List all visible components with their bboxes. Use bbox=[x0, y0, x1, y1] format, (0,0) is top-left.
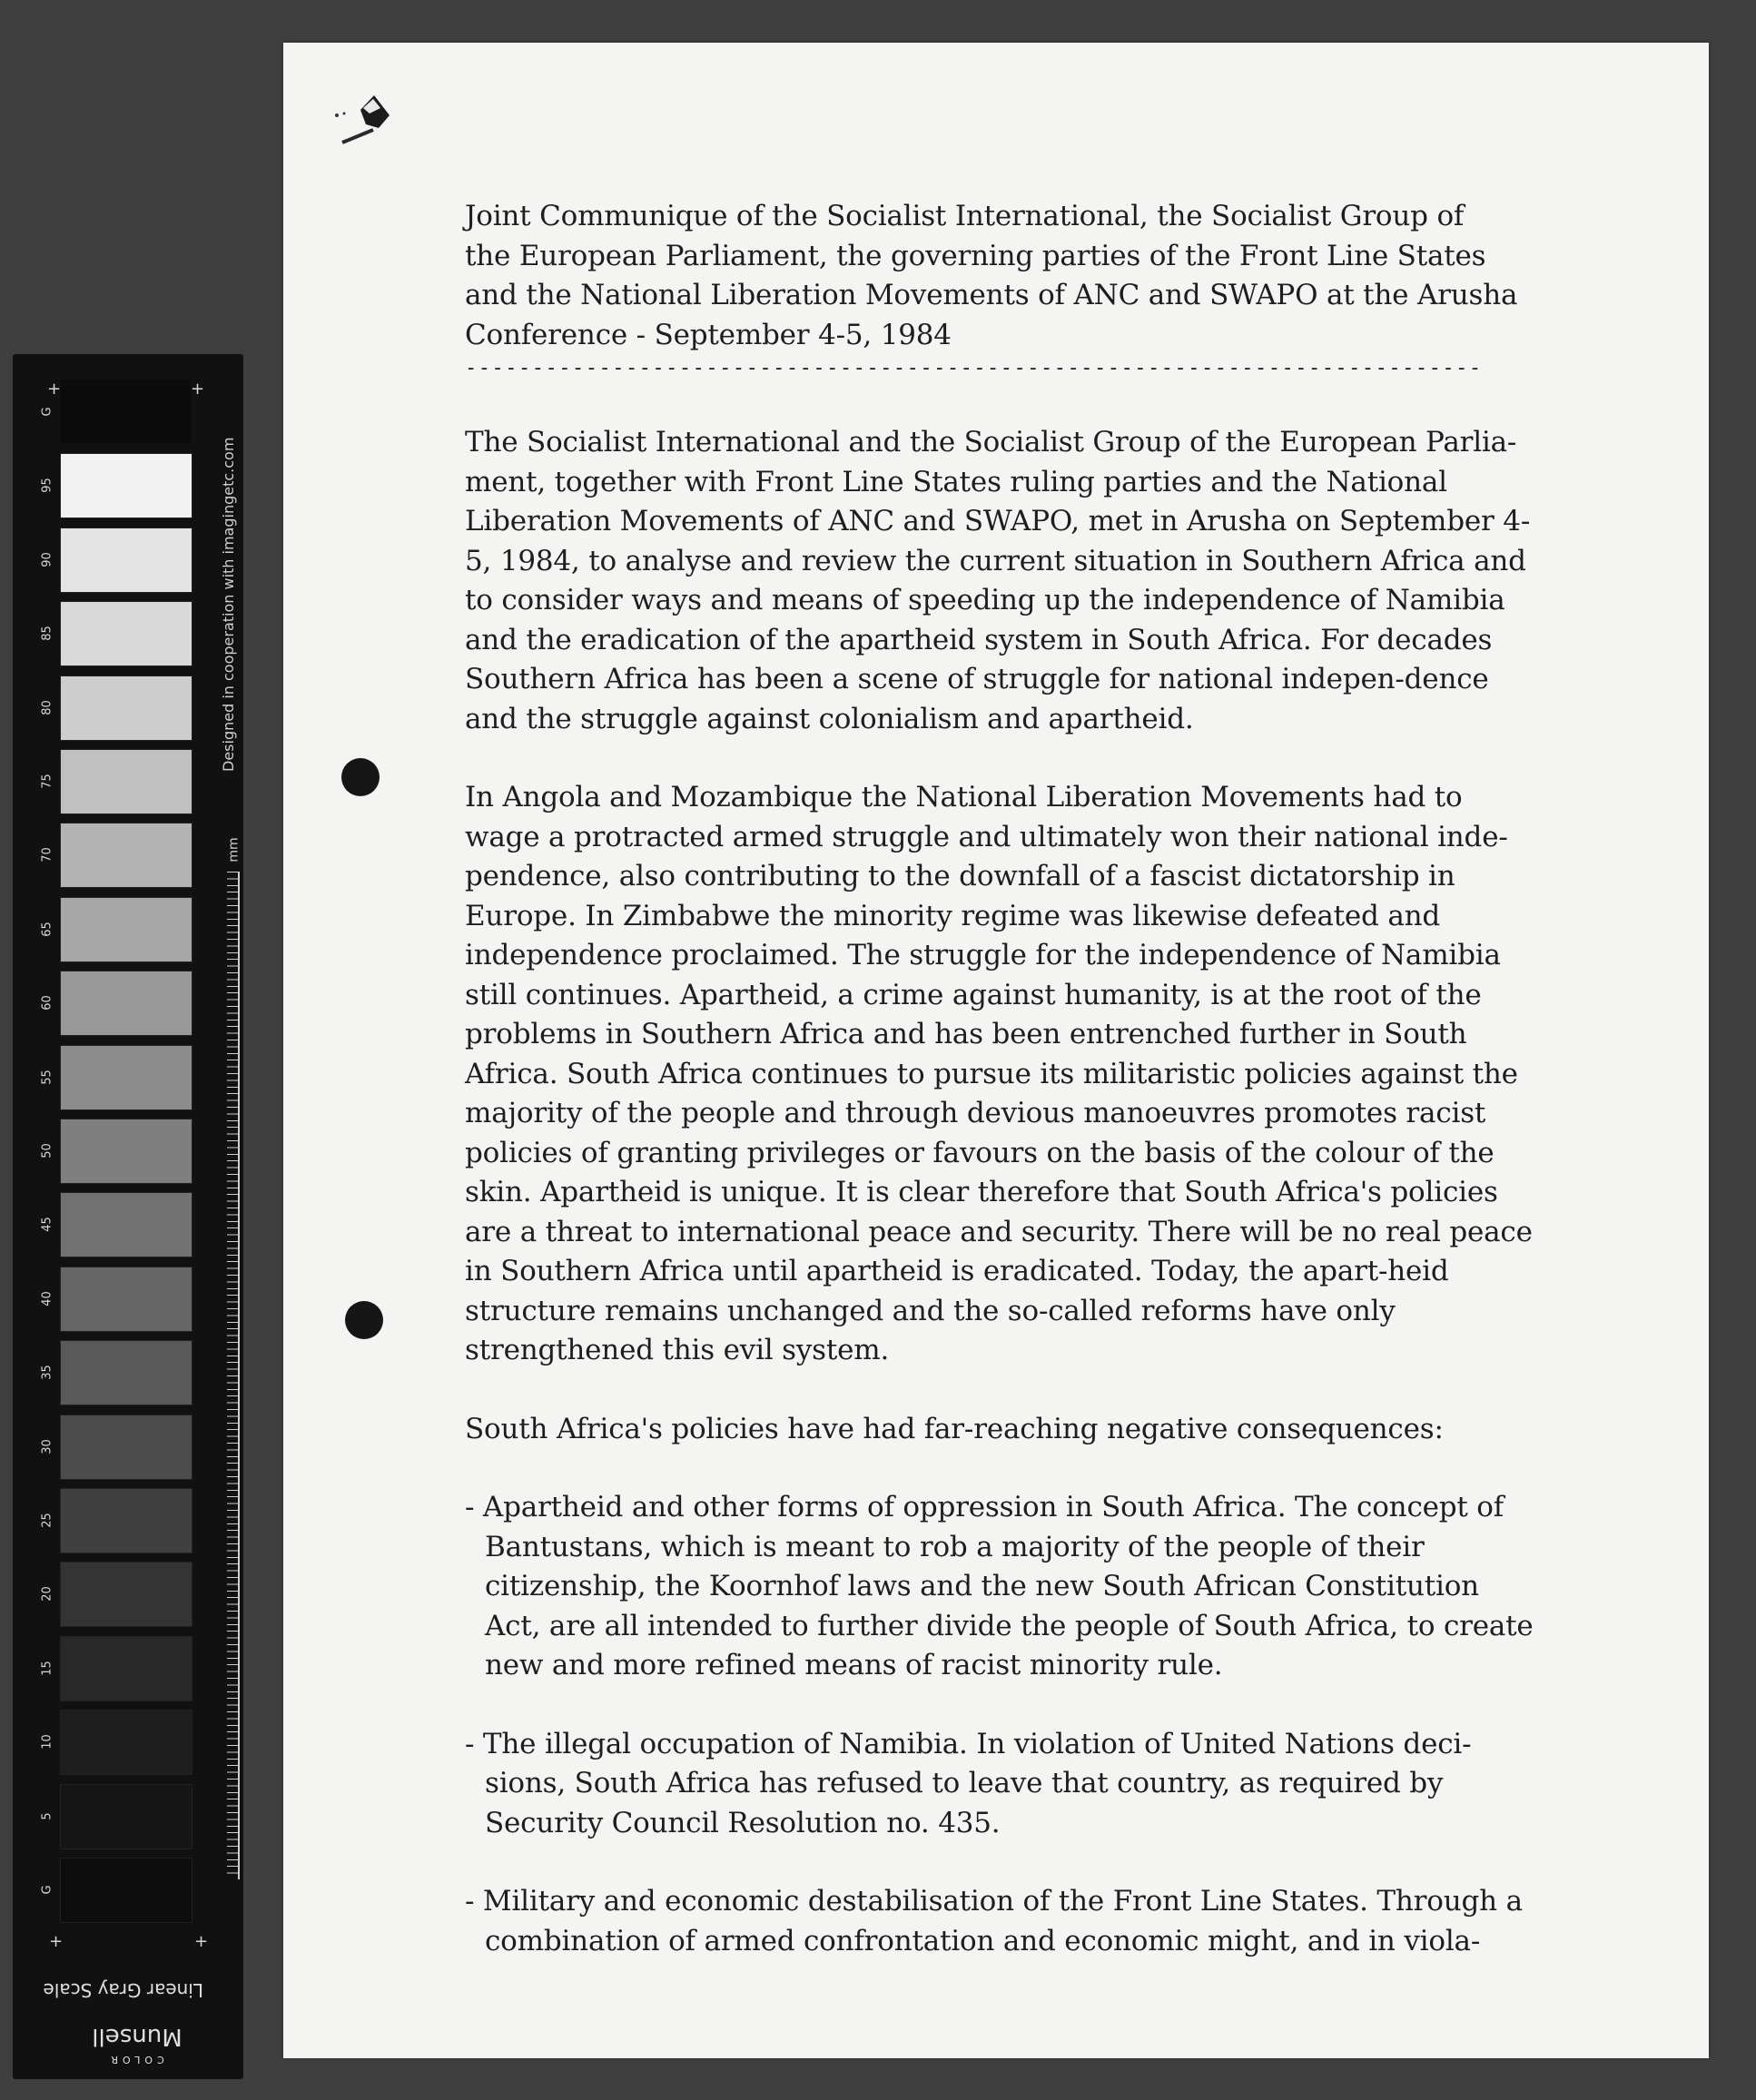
scale-tick-label: 70 bbox=[40, 847, 54, 863]
gray-swatch bbox=[60, 971, 192, 1036]
gray-swatch bbox=[60, 1045, 192, 1110]
gray-swatch bbox=[60, 1192, 192, 1257]
plus-mark: + bbox=[49, 1932, 64, 1951]
gray-swatch bbox=[60, 675, 192, 741]
gray-swatch bbox=[60, 823, 192, 888]
scale-credit: Designed in cooperation with imagingetc.com bbox=[220, 437, 237, 772]
punch-hole bbox=[341, 758, 380, 796]
scale-tick-label: 10 bbox=[40, 1734, 54, 1750]
gray-swatch bbox=[60, 380, 191, 443]
scale-tick-label: 55 bbox=[40, 1069, 54, 1085]
scale-tick-label: 90 bbox=[40, 552, 54, 567]
paper-sheet bbox=[283, 43, 1709, 2058]
gray-swatch bbox=[60, 1710, 192, 1775]
gray-scale-strip bbox=[13, 354, 243, 2079]
gray-swatch bbox=[60, 1119, 192, 1184]
scale-tick-label: 20 bbox=[40, 1586, 54, 1602]
bullet-item: - Apartheid and other forms of oppression in South Africa. The concept of Bantustans, which is meant to rob a majority of the people of their citizenship, the Koornhof laws and the new South African Constitution Act, are all intended to further divide the people of South Africa, to create new and more refined means of racist minority rule. bbox=[465, 1491, 1534, 1681]
gray-swatch bbox=[60, 1415, 192, 1480]
scale-tick-label: 60 bbox=[40, 995, 54, 1011]
scale-tick-label: 25 bbox=[40, 1513, 54, 1528]
plus-mark: + bbox=[47, 380, 62, 399]
ruler-edge bbox=[238, 872, 240, 1879]
scale-unit: mm bbox=[226, 837, 242, 863]
gray-swatch bbox=[60, 749, 192, 814]
plus-mark: + bbox=[191, 380, 205, 399]
gray-swatch bbox=[60, 1858, 192, 1923]
gray-swatch bbox=[60, 1340, 192, 1405]
staple-tear-icon bbox=[333, 88, 406, 152]
scale-tick-label: 35 bbox=[40, 1365, 54, 1380]
paragraph: The Socialist International and the Socialist Group of the European Parlia-ment, together with Front Line States ruling parties and the National Liberation Movements of ANC and SWAPO, met in Arusha on September 4-5, 1984, to analyse and review the current situation in Southern Africa and to consider ways and means of speeding up the independence of Namibia and the eradication of the apartheid system in South Africa. For decades Southern Africa has been a scene of struggle for national indepen-dence and the struggle against colonialism and apartheid. bbox=[465, 426, 1531, 735]
scale-tick-label: 95 bbox=[40, 478, 54, 494]
paragraph: In Angola and Mozambique the National Liberation Movements had to wage a protracted armed struggle and ultimately won their national inde-pendence, also contributing to the downfall of a fascist dictatorship in Europe. In Zimbabwe the minority regime was likewise defeated and independence proclaimed. The struggle for the independence of Namibia still continues. Apartheid, a crime against humanity, is at the root of the problems in Southern Africa and has been entrenched further in South Africa. South Africa continues to pursue its militaristic policies against the majority of the people and through devious manoeuvres promotes racist policies of granting privileges or favours on the basis of the colour of the skin. Apartheid is unique. It is clear therefore that South Africa's policies are a threat to international peace and security. There will be no real peace in Southern Africa until apartheid is eradicated. Today, the apart-heid structure remains unchanged and the so-called reforms have only strengthened this evil system. bbox=[465, 781, 1533, 1366]
bullet-item: - Military and economic destabilisation of the Front Line States. Through a combination of armed confrontation and economic might, and in viola- bbox=[465, 1885, 1523, 1957]
scale-tick-label: 5 bbox=[40, 1811, 54, 1820]
gray-swatch bbox=[60, 1562, 192, 1627]
paragraph: South Africa's policies have had far-reaching negative consequences: bbox=[465, 1412, 1444, 1445]
scale-tick-label: 15 bbox=[40, 1661, 54, 1676]
gray-swatch bbox=[60, 527, 192, 593]
scale-tick-label: 75 bbox=[40, 774, 54, 789]
gray-swatch bbox=[60, 1267, 192, 1332]
scale-tick-label: 40 bbox=[40, 1291, 54, 1306]
bullet-item: - The illegal occupation of Namibia. In violation of United Nations deci-sions, South Africa has refused to leave that country, as required by Security Council Resolution no. 435. bbox=[465, 1727, 1472, 1839]
separator-rule: ---------------------------------------------------------------------------- bbox=[465, 357, 1483, 380]
gray-swatch bbox=[60, 1636, 192, 1701]
scale-title: Linear Gray Scale bbox=[43, 1979, 203, 2001]
gray-swatch bbox=[60, 601, 192, 666]
gray-swatch bbox=[60, 453, 192, 518]
munsell-logo-sub: COLOR bbox=[106, 2054, 164, 2065]
scale-tick-label: G bbox=[40, 1885, 54, 1895]
scale-tick-label: 45 bbox=[40, 1217, 54, 1233]
scale-tick-label: 85 bbox=[40, 626, 54, 641]
munsell-logo: Munsell bbox=[92, 2023, 183, 2050]
gray-swatch bbox=[60, 1784, 192, 1849]
gray-swatch bbox=[60, 897, 192, 962]
gray-swatch bbox=[60, 1488, 192, 1553]
plus-mark: + bbox=[194, 1932, 209, 1951]
scale-tick-label: 50 bbox=[40, 1143, 54, 1158]
scale-tick-label: 80 bbox=[40, 699, 54, 715]
document-body bbox=[465, 197, 1536, 1961]
punch-hole bbox=[345, 1301, 383, 1339]
document-title: Joint Communique of the Socialist International, the Socialist Group of the European Parliament, the governing parties of the Front Line States and the National Liberation Movements of ANC and SWAPO at the Arusha Conference - September 4-5, 1984 bbox=[465, 200, 1518, 351]
scale-tick-label: 30 bbox=[40, 1438, 54, 1454]
scale-tick-label: G bbox=[40, 407, 54, 417]
scale-tick-label: 65 bbox=[40, 922, 54, 937]
